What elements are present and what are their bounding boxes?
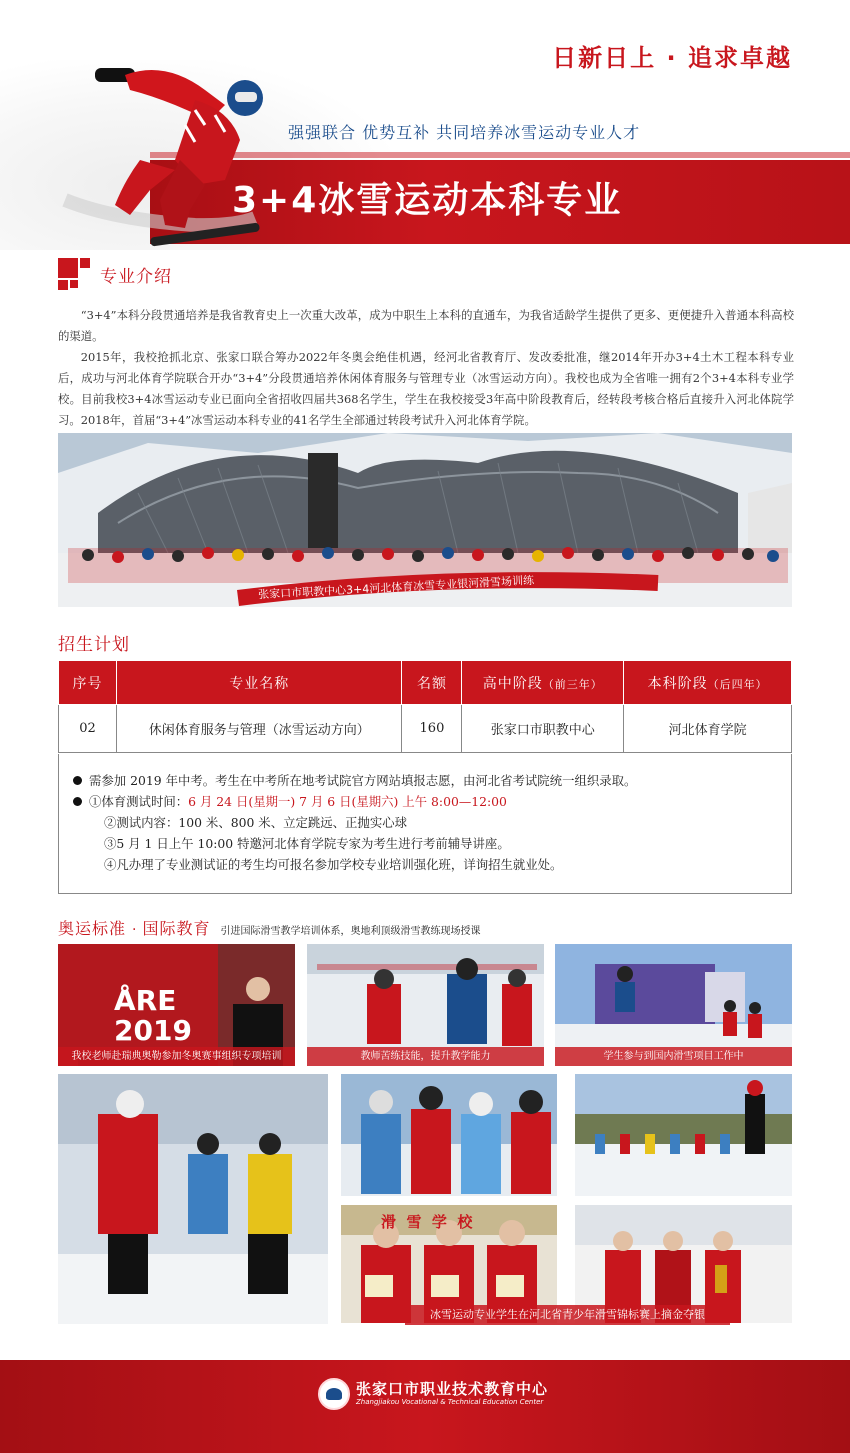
table-cell: 河北体育学院 [624, 705, 792, 753]
banner-text: 张家口市职教中心3+4河北体育冰雪专业银河滑雪场训练 [257, 573, 535, 602]
test-time-value: 6 月 24 日(星期一) 7 月 6 日(星期六) 上午 8:00—12:00 [188, 794, 507, 809]
photo-instructor-group [58, 1074, 328, 1324]
photo-ski-line [575, 1074, 792, 1196]
award-caption: 冰雪运动专业学生在河北省青少年滑雪锦标赛上摘金夺银 [405, 1305, 730, 1325]
intro-paragraph: “3+4”本科分段贯通培养是我省教育史上一次重大改革，成为中职生上本科的直通车，为我省适龄学生提供了更多、更便捷升入普通本科高校的渠道。 [58, 308, 794, 343]
table-cell: 02 [59, 705, 117, 753]
plan-table [58, 660, 792, 753]
column-header: 专业名称 [116, 661, 402, 705]
square-block-icon [58, 258, 90, 290]
page-title: 3+4冰雪运动本科专业 [232, 180, 623, 221]
notes-box [58, 754, 792, 894]
intro-text [58, 305, 794, 431]
table-header-row [59, 661, 792, 705]
photo-are-training [58, 944, 295, 1066]
test-content-value: 100 米、800 米、立定跳远、正抛实心球 [178, 815, 407, 830]
test-time-label: ①体育测试时间： [89, 794, 189, 809]
intl-heading: 奥运标准 · 国际教育 引进国际滑雪教学培训体系，奥地利顶级滑雪教练现场授课 [58, 919, 481, 938]
intro-title: 专业介绍 [100, 266, 172, 287]
photo-student-work [555, 944, 792, 1066]
column-header: 本科阶段（后四年） [624, 661, 792, 705]
intro-heading [58, 258, 172, 290]
note-line: 需参加 2019 年中考。考生在中考所在地考试院官方网站填报志愿，由河北省考试院统一组织录取。 [89, 770, 765, 791]
footer [0, 1360, 850, 1453]
intro-paragraph: 2015年，我校抢抓北京、张家口联合筹办2022年冬奥会绝佳机遇，经河北省教育厅、发改委批准，继2014年开办3+4土木工程本科专业后，成功与河北体育学院联合开办“3+4”分段贯通培养休闲体育服务与管理专业（冰雪运动方向）。我校也成为全省唯一拥有2个3+4本科专业学校。目前我校3+4冰雪运动专业已面向全省招收四届共368名学生，学生在我校接受3年高中阶段教育后，经转段考核合格后直接升入河北体院学习。2018年，首届“3+4”冰雪运动本科专业的41名学生全部通过转段考试升入河北体育学院。 [58, 350, 794, 427]
plan-heading: 招生计划 [58, 635, 130, 655]
photo-teacher-practice [307, 944, 544, 1066]
school-name-en: Zhangjiakou Vocational & Technical Education Center [356, 1398, 544, 1406]
column-header: 序号 [59, 661, 117, 705]
note-line [89, 791, 765, 812]
note-line: ③5 月 1 日上午 10:00 特邀河北体育学院专家为考生进行考前辅导讲座。 [104, 836, 510, 851]
table-row [59, 705, 792, 753]
table-cell: 160 [402, 705, 462, 753]
test-content-label: ②测试内容： [104, 815, 179, 830]
note-line: ④凡办理了专业测试证的考生均可报名参加学校专业培训强化班，详询招生就业处。 [104, 857, 563, 872]
header [0, 0, 850, 250]
table-cell: 张家口市职教中心 [462, 705, 624, 753]
are-sign: ÅRE 2019 [114, 984, 192, 1047]
column-header: 名额 [402, 661, 462, 705]
table-cell: 休闲体育服务与管理（冰雪运动方向） [116, 705, 402, 753]
photo-caption: 教师苦练技能，提升教学能力 [307, 1047, 544, 1066]
school-name-cn: 张家口市职业技术教育中心 [356, 1380, 549, 1398]
column-header: 高中阶段（前三年） [462, 661, 624, 705]
photo-student-group-1 [341, 1074, 557, 1196]
slogan: 日新日上 · 追求卓越 [552, 44, 792, 72]
ski-school-sign: 滑 雪 学 校 [381, 1213, 473, 1231]
photo-caption: 学生参与到国内滑雪项目工作中 [555, 1047, 792, 1066]
bullet-icon [73, 797, 82, 806]
school-logo-icon [318, 1378, 350, 1410]
intl-desc: 引进国际滑雪教学培训体系，奥地利顶级滑雪教练现场授课 [220, 926, 481, 937]
note-line [89, 812, 765, 833]
group-photo [58, 433, 792, 607]
bullet-icon [73, 776, 82, 785]
subtitle: 强强联合 优势互补 共同培养冰雪运动专业人才 [288, 123, 641, 142]
photo-caption: 我校老师赴瑞典奥勒参加冬奥赛事组织专项培训 [58, 1047, 295, 1066]
